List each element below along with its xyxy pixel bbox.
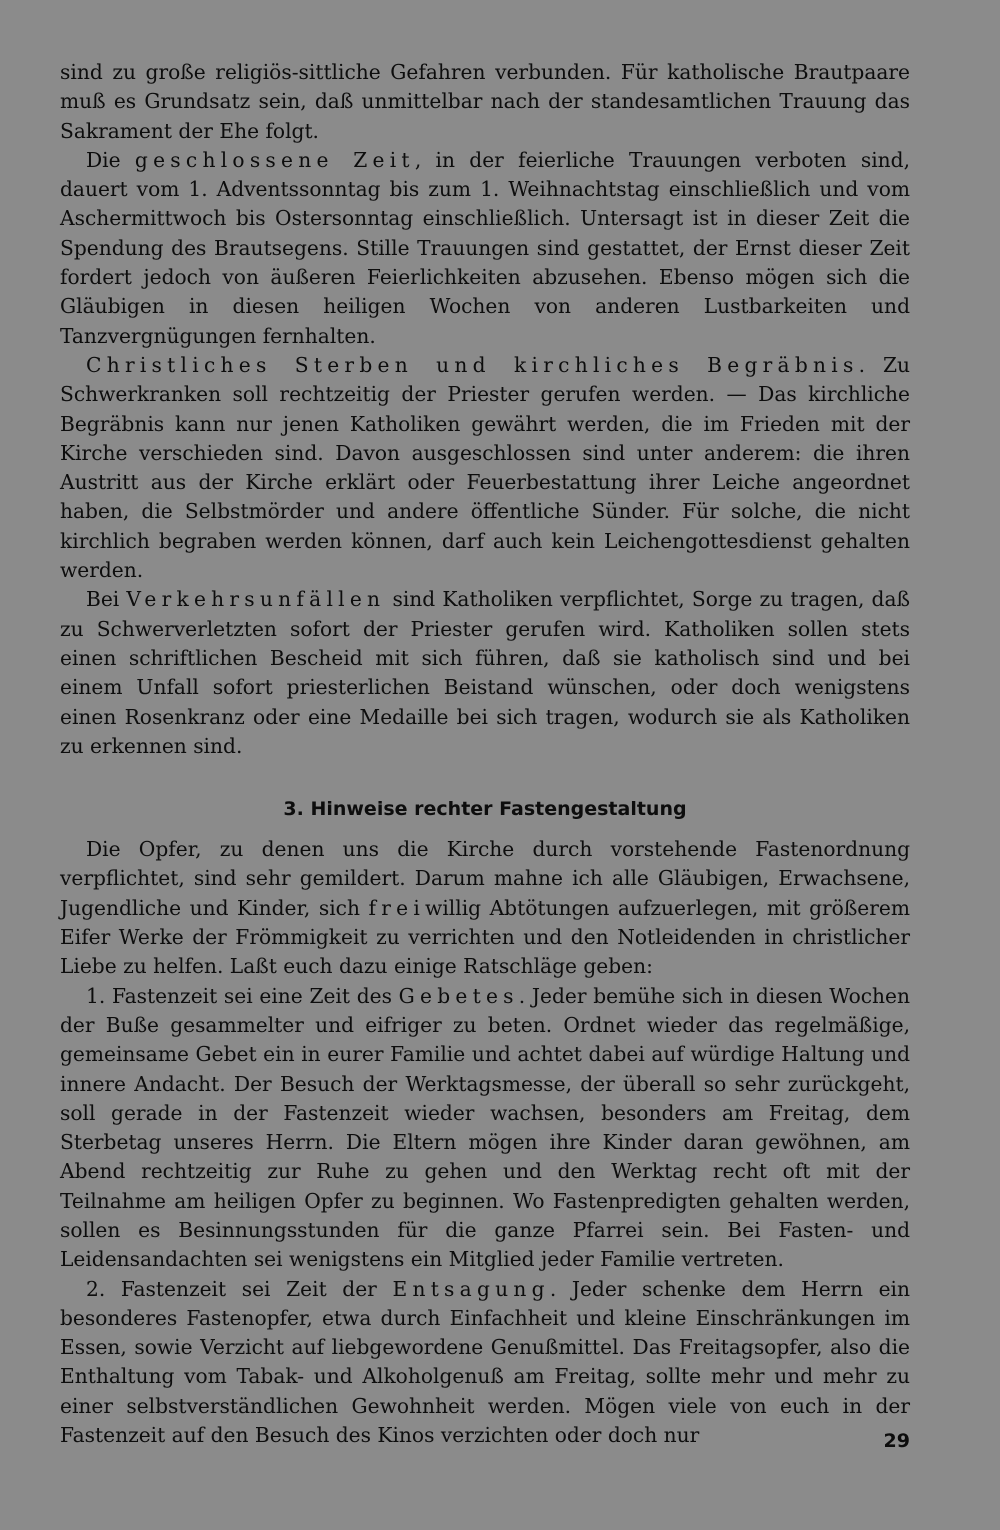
paragraph-7: 2. Fastenzeit sei Zeit der Entsagung. Jeder schenke dem Herrn ein besonderes Fastenopfer, etwa durch Einfachheit und kleine Einschränkungen im Essen, sowie Verzicht auf liebgewordene Genußmittel. Das Freitagsopfer, also die Enthaltung vom Tabak- und Alkoholgenuß am Freitag, sollte mehr und mehr zu einer selbstverständlichen Gewohnheit werden. Mögen viele von euch in der Fastenzeit auf den Besuch des Kinos verzichten oder doch nur (60, 1276, 910, 1448)
paragraph-6: 1. Fastenzeit sei eine Zeit des Gebetes. Jeder bemühe sich in diesen Wochen der Buße gesammelter und eifriger zu beten. Ordnet wieder das regelmäßige, gemeinsame Gebet ein in eurer Familie und achtet dabei auf würdige Haltung und innere Andacht. Der Besuch der Werktagsmesse, der überall so sehr zurückgeht, soll gerade in der Fastenzeit wieder wachsen, besonders am Freitag, dem Sterbetag unseres Herrn. Die Eltern mögen ihre Kinder daran gewöhnen, am Abend rechtzeitig zur Ruhe zu gehen und den Werktag recht oft mit der Teilnahme am heiligen Opfer zu beginnen. Wo Fastenpredigten gehalten werden, sollen es Besinnungsstunden für die ganze Pfarrei sein. Bei Fasten- und Leidensandachten sei wenigstens ein Mitglied jeder Familie vertreten. (60, 983, 910, 1272)
page-number: 29 (883, 1430, 910, 1452)
emphasis: Gebetes (398, 983, 519, 1008)
emphasis: Entsagung (392, 1276, 550, 1301)
emphasis: Verkehrsunfällen (126, 587, 386, 612)
paragraph-1: sind zu große religiös-sittliche Gefahren verbunden. Für katholische Brautpaare muß es Grundsatz sein, daß unmittelbar nach der standesamtlichen Trauung das Sakrament der Ehe folgt. (60, 60, 910, 143)
emphasis: frei (368, 895, 426, 920)
paragraph-3: Christliches Sterben und kirchliches Begräbnis. Zu Schwerkranken soll rechtzeitig der Priester gerufen werden. — Das kirchliche Begräbnis kann nur jenen Katholiken gewährt werden, die im Frieden mit der Kirche verschieden sind. Davon ausgeschlossen sind unter anderem: die ihren Austritt aus der Kirche erklärt oder Feuerbestattung ihrer Leiche angeordnet haben, die Selbstmörder und andere öffentliche Sünder. Für solche, die nicht kirchlich begraben werden können, darf auch kein Leichengottesdienst gehalten werden. (60, 352, 910, 583)
emphasis: Christliches Sterben und kirchliches Begräbnis (86, 352, 859, 377)
section-heading: 3. Hinweise rechter Fastengestaltung (283, 798, 687, 821)
emphasis: geschlossene Zeit (134, 147, 415, 172)
paragraph-5: Die Opfer, zu denen uns die Kirche durch vorstehende Fastenordnung verpflichtet, sind sehr gemildert. Darum mahne ich alle Gläubigen, Erwachsene, Jugendliche und Kinder, sich freiwillig Abtötungen aufzuerlegen, mit größerem Eifer Werke der Frömmigkeit zu verrichten und den Notleidenden in christlicher Liebe zu helfen. Laßt euch dazu einige Ratschläge geben: (60, 837, 910, 979)
paragraph-4: Bei Verkehrsunfällen sind Katholiken verpflichtet, Sorge zu tragen, daß zu Schwerverletzten sofort der Priester gerufen wird. Katholiken sollen stets einen schriftlichen Bescheid mit sich führen, daß sie katholisch sind und bei einem Unfall sofort priesterlichen Beistand wünschen, oder doch wenigstens einen Rosenkranz oder eine Medaille bei sich tragen, wodurch sie als Katholiken zu erkennen sind. (60, 587, 910, 758)
paragraph-2: Die geschlossene Zeit, in der feierliche Trauungen verboten sind, dauert vom 1. Adventssonntag bis zum 1. Weihnachtstag einschließlich und vom Aschermittwoch bis Ostersonntag einschließlich. Untersagt ist in dieser Zeit die Spendung des Brautsegens. Stille Trauungen sind gestattet, der Ernst dieser Zeit fordert jedoch von äußeren Feierlichkeiten abzusehen. Ebenso mögen sich die Gläubigen in diesen heiligen Wochen von anderen Lustbarkeiten und Tanzvergnügungen fernhalten. (60, 147, 910, 348)
